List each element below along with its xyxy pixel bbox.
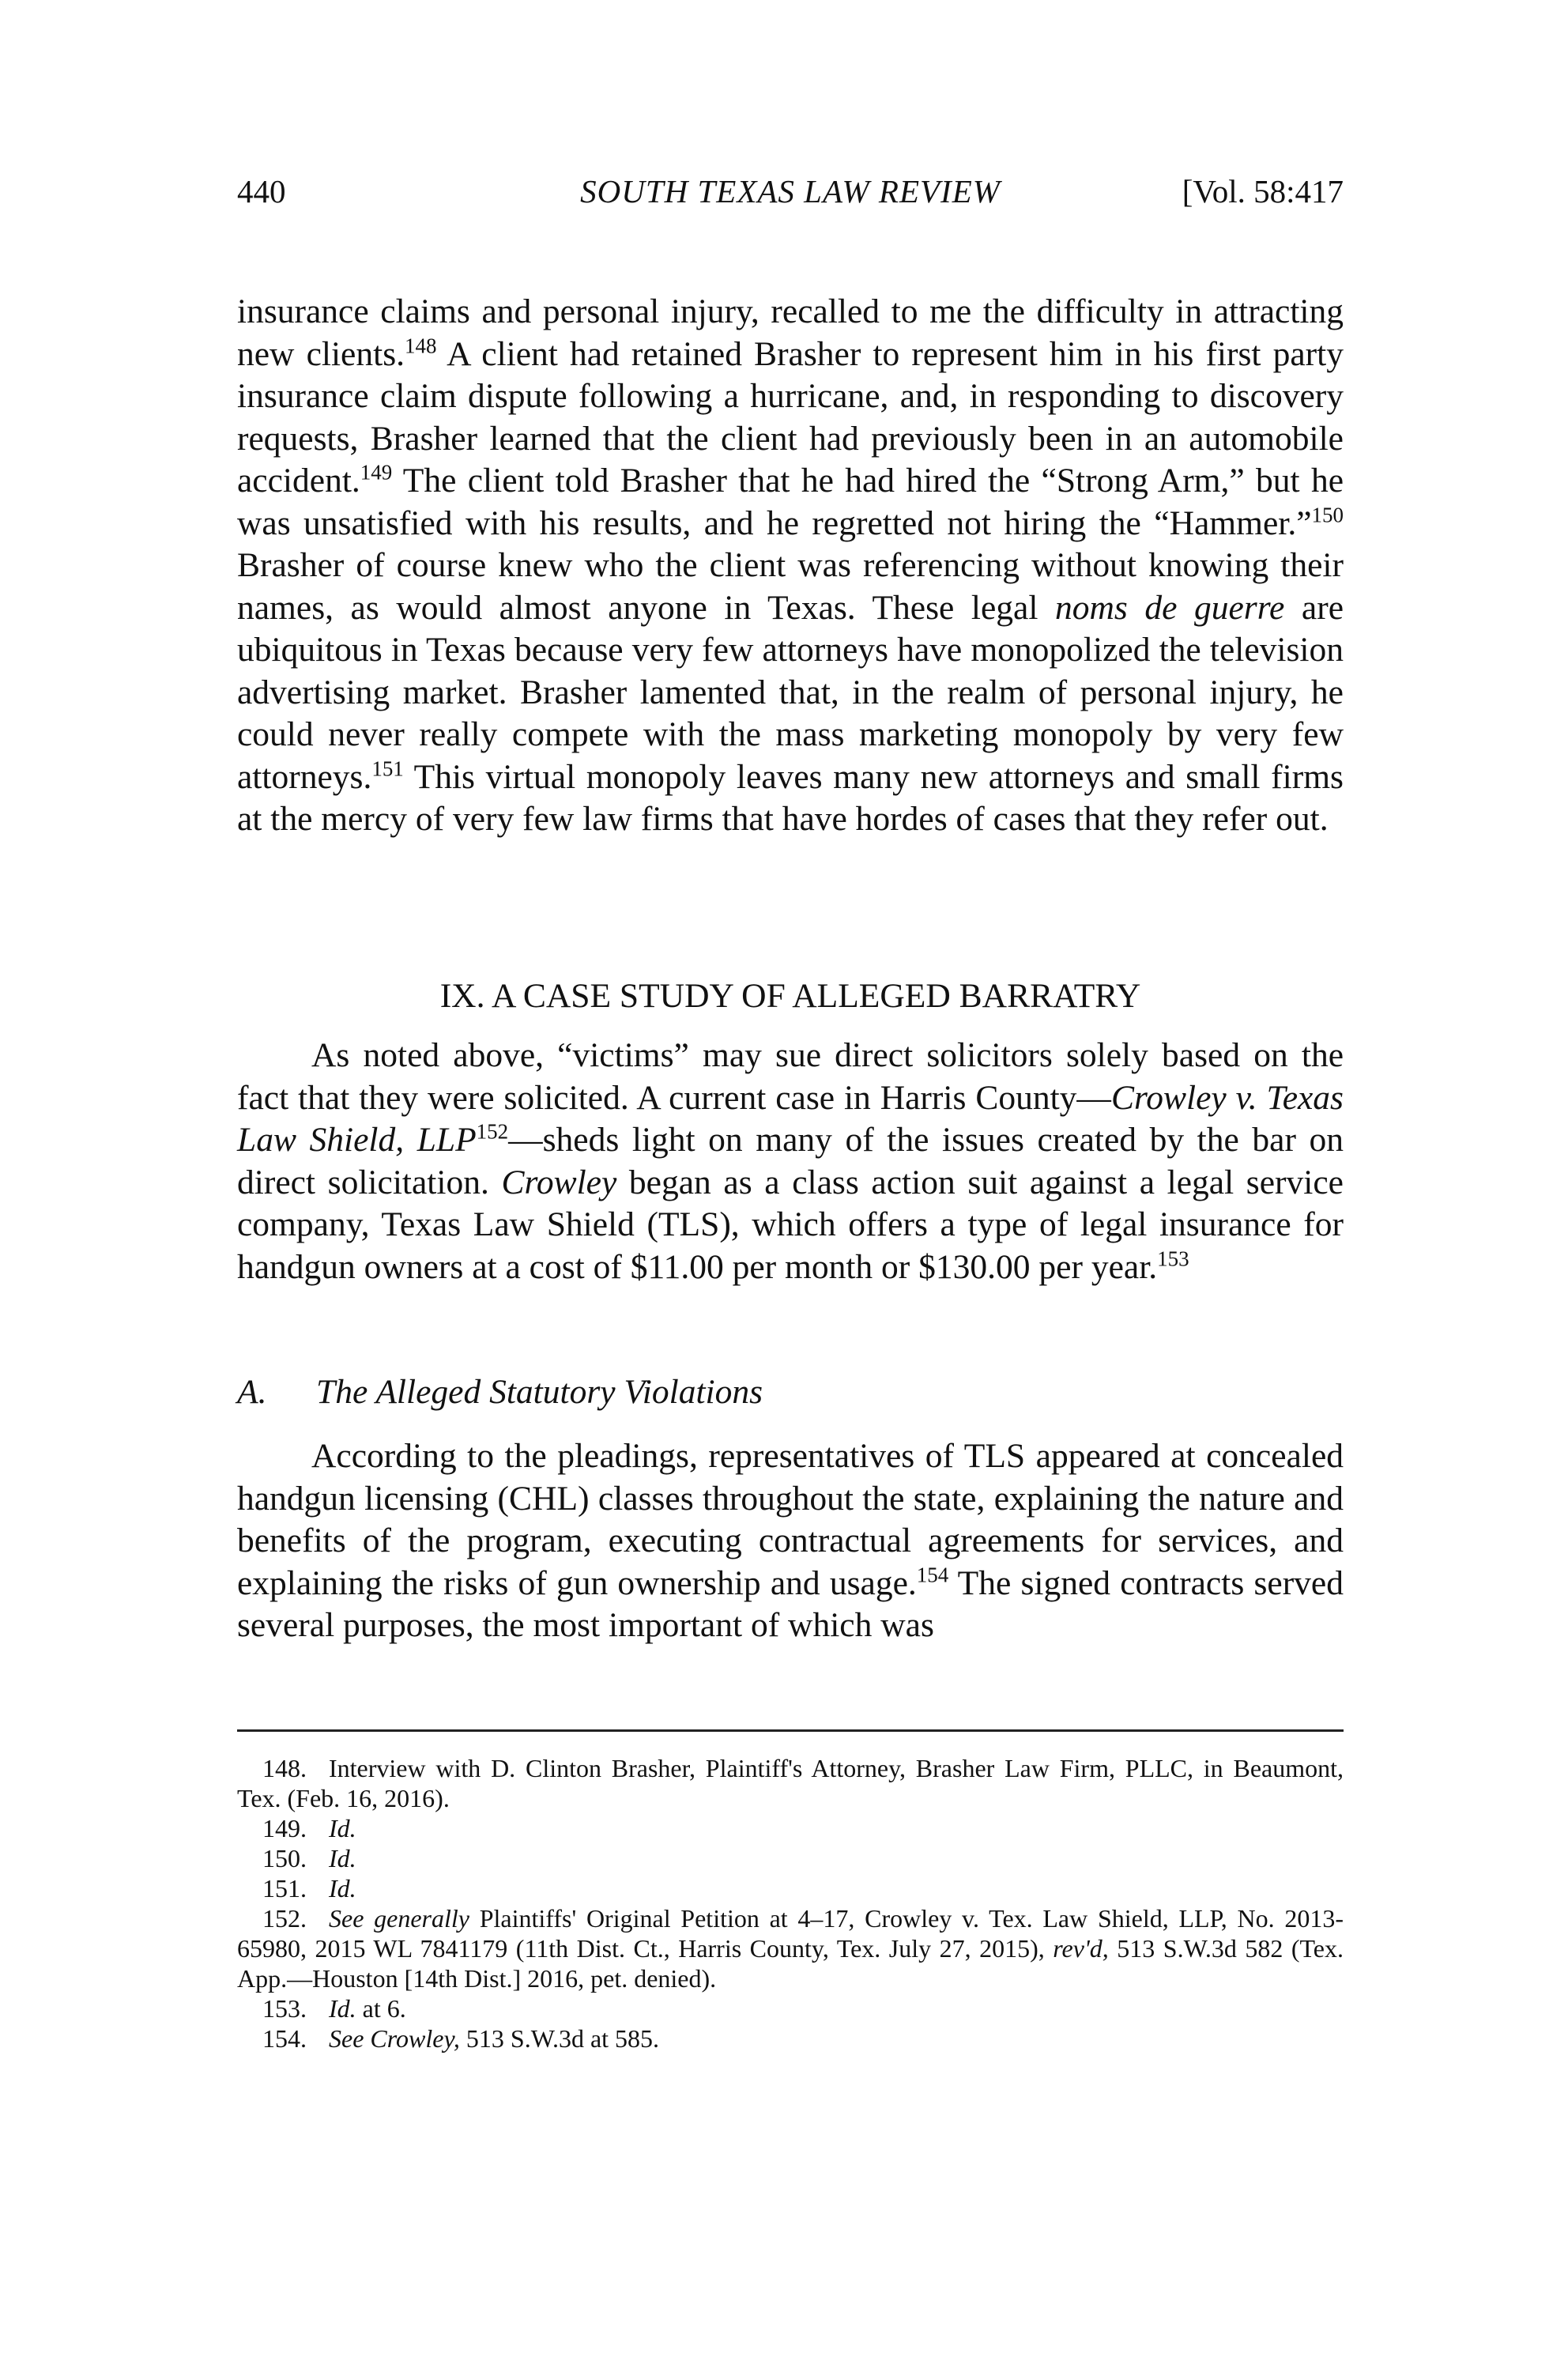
text: The client told Brasher that he had hired the “Strong Arm,” but he was unsatisfied with his results, and he regretted not hiring the “Hammer.” — [237, 462, 1344, 542]
footnote-number: 150. — [262, 1844, 307, 1872]
footnote-148 — [237, 1753, 1344, 1813]
footnotes — [237, 1753, 1344, 2053]
text: As noted above, “victims” may sue direct solicitors solely based on the fact that they were solicited. A current case in Harris County— — [237, 1036, 1344, 1117]
footnote-ref-148[interactable]: 148 — [405, 334, 437, 357]
text: —sheds light on many of the issues created by the bar on direct solicitation. — [237, 1121, 1344, 1201]
footnote-ref-153[interactable]: 153 — [1157, 1246, 1189, 1270]
footnote-153 — [237, 1993, 1344, 2023]
footnote-152 — [237, 1903, 1344, 1993]
footnote-number: 152. — [262, 1904, 307, 1933]
paragraph-2 — [237, 1035, 1344, 1288]
text: The signed contracts served several purposes, the most important of which was — [237, 1563, 1344, 1644]
footnote-149 — [237, 1813, 1344, 1843]
journal-title: SOUTH TEXAS LAW REVIEW — [580, 173, 1001, 209]
footnote-text: 513 S.W.3d 582 (Tex. App.—Houston [14th Dist.] 2016, pet. denied). — [237, 1934, 1344, 1993]
section-heading: IX. A CASE STUDY OF ALLEGED BARRATRY — [439, 977, 1141, 1015]
text: insurance claims and personal injury, recalled to me the difficulty in attracting new clients. — [237, 292, 1344, 373]
footnote-text: 513 S.W.3d at 585. — [459, 2024, 660, 2053]
footnote-154 — [237, 2023, 1344, 2053]
text: are ubiquitous in Texas because very few attorneys have monopolized the television advertising market. Brasher lamented that, in the realm of personal injury, he could never really compete with the mass marketing monopoly by very few attorneys. — [237, 588, 1344, 796]
footnote-signal: See generally — [329, 1904, 469, 1933]
footnote-ref-151[interactable]: 151 — [371, 756, 404, 780]
text: This virtual monopoly leaves many new attorneys and small firms at the mercy of very few law firms that have hordes of cases that they refer out. — [237, 757, 1344, 838]
footnote-italic: See Crowley, — [329, 2024, 460, 2053]
subsection-title: The Alleged Statutory Violations — [316, 1373, 763, 1411]
footnote-number: 154. — [262, 2024, 307, 2053]
footnote-text: Plaintiffs' Original Petition at 4–17, Crowley v. Tex. Law Shield, LLP, No. 2013-65980, 2015 WL 7841179 (11th Dist. Ct., Harris County, Tex. July 27, 2015), — [237, 1904, 1344, 1963]
footnote-number: 148. — [262, 1754, 307, 1782]
footnote-number: 153. — [262, 1994, 307, 2023]
footnote-text: Id. — [329, 1844, 356, 1872]
footnote-italic: Id. — [329, 1994, 356, 2023]
footnote-divider — [237, 1729, 1344, 1732]
paragraph-3 — [237, 1435, 1344, 1647]
footnote-number: 149. — [262, 1814, 307, 1842]
subsection-letter: A. — [237, 1373, 267, 1411]
footnote-150 — [237, 1843, 1344, 1873]
case-name: Crowley v. Texas Law Shield, LLP — [237, 1078, 1344, 1159]
footnote-history: rev'd, — [1053, 1934, 1109, 1963]
footnote-number: 151. — [262, 1874, 307, 1903]
text: A client had retained Brasher to represent him in his first party insurance claim dispute following a hurricane, and, in responding to discovery requests, Brasher learned that the client had previously been in an automobile accident. — [237, 334, 1344, 500]
footnote-ref-152[interactable]: 152 — [476, 1119, 509, 1144]
text: began as a class action suit against a legal service company, Texas Law Shield (TLS), which offers a type of legal insurance for handgun owners at a cost of $11.00 per month or $130.00 per year. — [237, 1163, 1344, 1286]
text: Brasher of course knew who the client was referencing without knowing their names, as would almost anyone in Texas. These legal — [237, 546, 1344, 627]
footnote-text: at 6. — [356, 1994, 406, 2023]
footnote-text: Id. — [329, 1874, 356, 1903]
italic-term: noms de guerre — [1054, 588, 1285, 627]
volume-citation: [Vol. 58:417 — [1182, 173, 1344, 209]
text: According to the pleadings, representatives of TLS appeared at concealed handgun licensing (CHL) classes throughout the state, explaining the nature and benefits of the program, executing contractual agreements for services, and explaining the risks of gun ownership and usage. — [237, 1437, 1344, 1602]
case-short-name: Crowley — [501, 1163, 617, 1201]
footnote-ref-149[interactable]: 149 — [360, 460, 393, 485]
page-number: 440 — [237, 173, 286, 209]
running-header — [237, 168, 1344, 215]
footnote-text: Interview with D. Clinton Brasher, Plaintiff's Attorney, Brasher Law Firm, PLLC, in Beaumont, Tex. (Feb. 16, 2016). — [237, 1754, 1344, 1812]
paragraph-1 — [237, 291, 1344, 841]
subsection-heading — [237, 1371, 1344, 1413]
footnote-text: Id. — [329, 1814, 356, 1842]
footnote-ref-154[interactable]: 154 — [916, 1563, 949, 1586]
footnote-ref-150[interactable]: 150 — [1311, 503, 1344, 526]
footnote-151 — [237, 1873, 1344, 1903]
